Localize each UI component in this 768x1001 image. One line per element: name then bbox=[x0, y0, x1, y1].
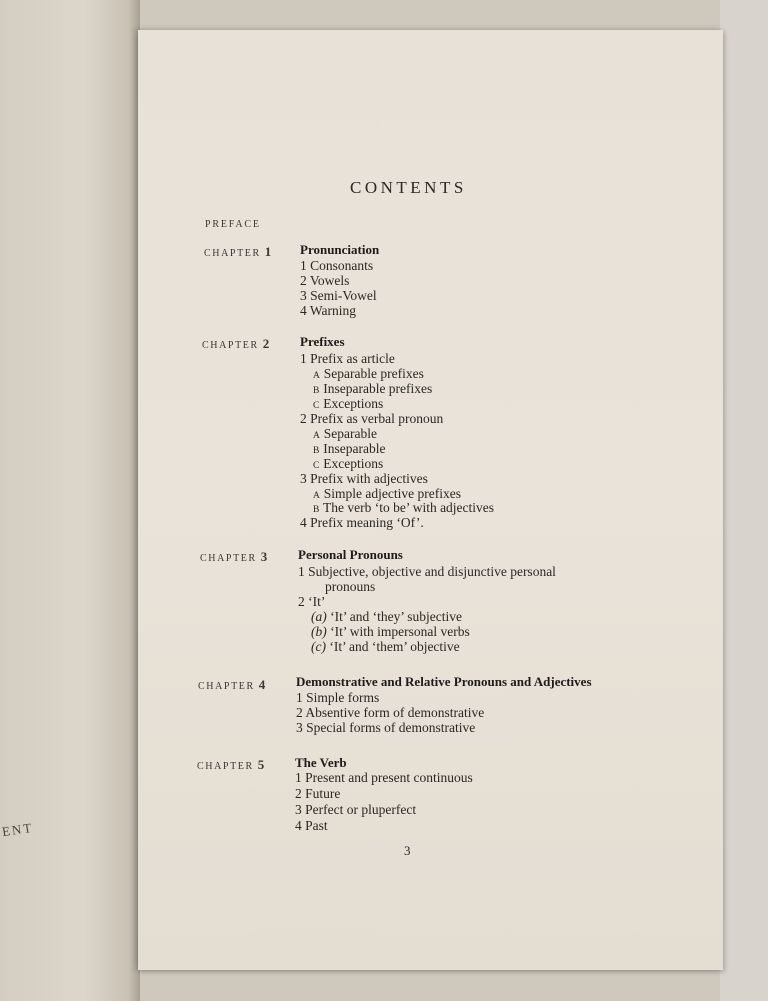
item-text: Separable prefixes bbox=[323, 366, 424, 381]
list-item: 1 Consonants bbox=[300, 258, 374, 273]
item-text: Separable bbox=[323, 426, 377, 441]
list-item: 2 ‘It’ bbox=[298, 594, 326, 609]
chapter-word: CHAPTER bbox=[200, 553, 257, 564]
item-letter: A bbox=[313, 431, 321, 441]
list-item: 2 Vowels bbox=[300, 273, 350, 288]
item-text: Simple adjective prefixes bbox=[323, 486, 461, 501]
chapter-word: CHAPTER bbox=[202, 340, 259, 351]
chapter-4-label bbox=[198, 677, 265, 693]
list-item: 1 Prefix as article bbox=[300, 351, 395, 366]
list-item bbox=[313, 500, 494, 516]
chapter-3-label bbox=[200, 549, 267, 565]
list-item: 3 Special forms of demonstrative bbox=[296, 720, 476, 735]
chapter-5-heading: The Verb bbox=[295, 755, 347, 770]
item-letter: (a) bbox=[311, 609, 327, 624]
chapter-4-heading: Demonstrative and Relative Pronouns and Adjectives bbox=[296, 674, 592, 689]
chapter-number: 3 bbox=[260, 549, 268, 564]
list-item: 1 Simple forms bbox=[296, 690, 380, 705]
chapter-number: 5 bbox=[257, 757, 265, 772]
page-number: 3 bbox=[404, 843, 411, 858]
item-letter: (b) bbox=[311, 624, 327, 639]
background bbox=[720, 0, 768, 1001]
list-item bbox=[311, 609, 462, 625]
item-text: ‘It’ and ‘them’ objective bbox=[329, 639, 460, 654]
item-text: Exceptions bbox=[323, 396, 384, 411]
list-item bbox=[311, 639, 460, 655]
item-text: Exceptions bbox=[323, 456, 384, 471]
item-text: Inseparable prefixes bbox=[323, 381, 433, 396]
chapter-number: 2 bbox=[262, 336, 270, 351]
item-letter: A bbox=[313, 491, 321, 501]
contents-title: CONTENTS bbox=[350, 178, 467, 197]
item-text: The verb ‘to be’ with adjectives bbox=[322, 500, 495, 515]
chapter-word: CHAPTER bbox=[197, 761, 254, 772]
list-item bbox=[313, 366, 424, 382]
chapter-word: CHAPTER bbox=[204, 248, 261, 259]
chapter-1-heading: Pronunciation bbox=[300, 242, 380, 257]
item-text: ‘It’ with impersonal verbs bbox=[330, 624, 470, 639]
list-item bbox=[313, 381, 432, 397]
item-text: Inseparable bbox=[323, 441, 386, 456]
preface-entry: PREFACE bbox=[205, 219, 261, 230]
item-letter: B bbox=[313, 505, 320, 515]
list-item: 4 Warning bbox=[300, 303, 357, 318]
list-item: 2 Absentive form of demonstrative bbox=[296, 705, 485, 720]
left-page-text: ENT bbox=[1, 819, 35, 840]
item-letter: (c) bbox=[311, 639, 326, 654]
list-item: 1 Present and present continuous bbox=[295, 770, 473, 785]
chapter-number: 4 bbox=[258, 677, 266, 692]
list-item bbox=[313, 426, 377, 442]
item-text: ‘It’ and ‘they’ subjective bbox=[330, 609, 462, 624]
list-item: 3 Semi-Vowel bbox=[300, 288, 377, 303]
list-item bbox=[313, 456, 383, 472]
list-item bbox=[311, 624, 470, 640]
list-item: 4 Prefix meaning ‘Of’. bbox=[300, 515, 424, 530]
chapter-5-label bbox=[197, 757, 264, 773]
list-item: 3 Perfect or pluperfect bbox=[295, 802, 417, 817]
chapter-2-heading: Prefixes bbox=[300, 334, 345, 349]
item-letter: C bbox=[313, 401, 320, 411]
chapter-word: CHAPTER bbox=[198, 681, 255, 692]
item-letter: C bbox=[313, 461, 320, 471]
list-item bbox=[313, 441, 385, 457]
left-page bbox=[0, 0, 140, 1001]
chapter-3-heading: Personal Pronouns bbox=[298, 547, 403, 562]
list-item: 2 Future bbox=[295, 786, 341, 801]
item-letter: B bbox=[313, 386, 320, 396]
list-item bbox=[313, 396, 383, 412]
chapter-2-label bbox=[202, 336, 269, 352]
list-item: pronouns bbox=[325, 579, 376, 594]
chapter-1-label bbox=[204, 244, 271, 260]
list-item: 4 Past bbox=[295, 818, 328, 833]
list-item: 1 Subjective, objective and disjunctive personal bbox=[298, 564, 556, 579]
list-item: 3 Prefix with adjectives bbox=[300, 471, 428, 486]
item-letter: A bbox=[313, 371, 321, 381]
item-letter: B bbox=[313, 446, 320, 456]
chapter-number: 1 bbox=[264, 244, 272, 259]
list-item: 2 Prefix as verbal pronoun bbox=[300, 411, 444, 426]
